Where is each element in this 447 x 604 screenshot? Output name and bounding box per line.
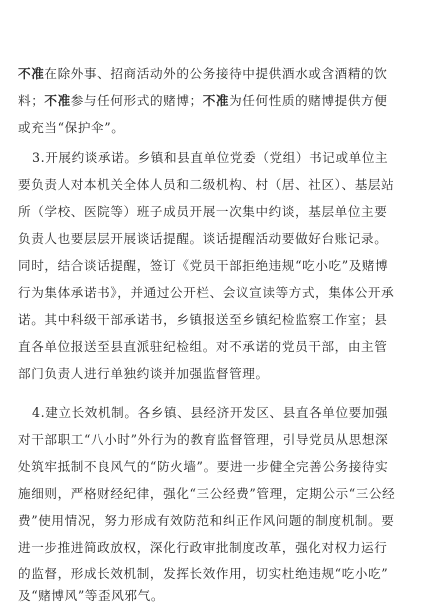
text-segment: 或充当“保护伞”。 <box>18 120 125 135</box>
text-line: 处筑牢抵制不良风气的“防火墙”。要进一步健全完善公务接待实 <box>18 459 389 474</box>
text-line: 对干部职工“八小时”外行为的教育监督管理，引导党员从思想深 <box>18 432 389 447</box>
text-line <box>18 93 430 109</box>
text-segment: 料； <box>18 93 45 108</box>
text-line <box>18 120 430 136</box>
text-line: 要负责人对本机关全体人员和二级机构、村（居、社区）、基层站 <box>18 177 395 192</box>
text-line: 部门负责人进行单独约谈并加强监督管理。 <box>18 366 269 381</box>
text-line: 所（学校、医院等）班子成员开展一次集中约谈，基层单位主要 <box>18 204 388 219</box>
text-line: 直各单位报送至县直派驻纪检组。对不承诺的党员干部，由主管 <box>18 339 388 354</box>
text-line: 进一步推进简政放权，深化行政审批制度改革，强化对权力运行 <box>18 540 388 555</box>
text-line: 费”使用情况，努力形成有效防范和纠正作风问题的制度机制。要 <box>18 513 395 528</box>
text-line: 同时，结合谈话提醒，签订《党员干部拒绝违规“吃小吃”及赌博 <box>18 258 389 273</box>
paragraph-heading-line: 3.开展约谈承诺。乡镇和县直单位党委（党组）书记或单位主 <box>32 150 389 165</box>
text-segment: 在除外事、招商活动外的公务接待中提供酒水或含酒精的饮 <box>44 66 388 81</box>
text-line: 诺。其中科级干部承诺书，乡镇报送至乡镇纪检监察工作室；县 <box>18 312 388 327</box>
bold-keyword: 不准 <box>202 93 230 108</box>
paragraph-heading-line: 4.建立长效机制。各乡镇、县经济开发区、县直各单位要加强 <box>32 405 389 420</box>
text-line: 负责人也要层层开展谈话提醒。谈话提醒活动要做好台账记录。 <box>18 231 388 246</box>
text-segment: 为任何性质的赌博提供方便 <box>229 93 388 108</box>
text-line: 的监督，形成长效机制，发挥长效作用，切实杜绝违规“吃小吃” <box>18 566 389 581</box>
text-segment: 参与任何形式的赌博； <box>70 93 203 108</box>
text-line: 及“赌博风”等歪风邪气。 <box>18 588 165 603</box>
bold-keyword: 不准 <box>44 93 71 108</box>
text-line <box>18 66 430 82</box>
text-line: 行为集体承诺书》，并通过公开栏、会议宣读等方式，集体公开承 <box>18 285 395 300</box>
text-line: 施细则，严格财经纪律，强化“三公经费”管理，定期公示“三公经 <box>18 486 396 501</box>
bold-keyword: 不准 <box>18 66 45 81</box>
